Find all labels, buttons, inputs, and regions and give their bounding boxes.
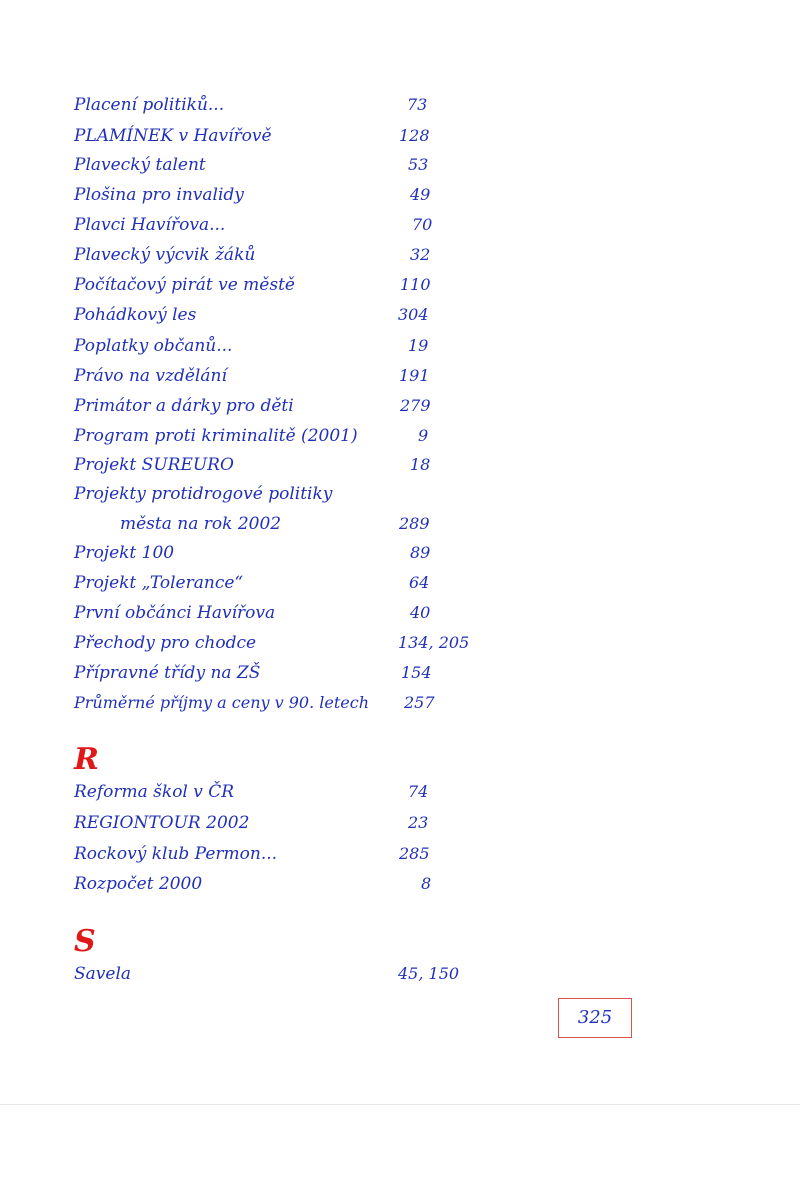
index-entry-text: REGIONTOUR 2002	[74, 813, 250, 833]
index-entry-pages: 19	[408, 336, 429, 355]
index-entry-pages: 9	[418, 426, 429, 445]
index-entry-text: Primátor a dárky pro děti	[74, 396, 294, 416]
index-entry-text: Rozpočet 2000	[74, 874, 203, 894]
page-number-box: 325	[558, 998, 632, 1038]
index-entry-text: Pohádkový les	[74, 305, 197, 325]
index-entry-text: města na rok 2002	[120, 514, 282, 534]
section-letter-s: S	[74, 924, 96, 959]
index-entry-text: Průměrné příjmy a ceny v 90. letech	[74, 693, 370, 712]
index-entry-text: Poplatky občanů...	[74, 336, 233, 356]
index-entry-text: Počítačový pirát ve městě	[74, 275, 295, 295]
index-entry-pages: 285	[399, 844, 430, 863]
index-entry-text: Právo na vzdělání	[74, 366, 227, 386]
index-entry-pages: 304	[398, 305, 429, 324]
index-entry-pages: 70	[412, 215, 433, 234]
index-entry-pages: 73	[407, 95, 428, 114]
index-entry-text: Projekty protidrogové politiky	[74, 484, 333, 504]
index-entry-text: Plavecký talent	[74, 155, 206, 175]
index-entry-pages: 23	[408, 813, 429, 832]
section-letter-r: R	[74, 742, 99, 777]
index-entry-pages: 45, 150	[398, 964, 460, 983]
index-entry-pages: 32	[410, 245, 431, 264]
index-entry-text: První občánci Havířova	[74, 603, 276, 623]
index-entry-text: Plošina pro invalidy	[74, 185, 244, 205]
index-entry-pages: 74	[408, 782, 429, 801]
index-entry-pages: 40	[410, 603, 431, 622]
index-entry-pages: 53	[408, 155, 429, 174]
index-entry-text: Projekt „Tolerance“	[74, 573, 244, 593]
index-entry-text: Projekt SUREURO	[74, 455, 234, 475]
index-entry-text: Přípravné třídy na ZŠ	[74, 663, 261, 683]
index-entry-pages: 134, 205	[398, 633, 470, 652]
index-entry-pages: 49	[410, 185, 431, 204]
index-entry-text: Přechody pro chodce	[74, 633, 257, 653]
page-bottom-edge	[0, 1104, 800, 1105]
index-entry-pages: 89	[410, 543, 431, 562]
index-entry-pages: 128	[399, 126, 430, 145]
index-entry-pages: 191	[399, 366, 430, 385]
index-entry-pages: 110	[400, 275, 431, 294]
index-entry-text: PLAMÍNEK v Havířově	[74, 126, 272, 146]
index-entry-pages: 154	[401, 663, 432, 682]
index-entry-pages: 8	[421, 874, 432, 893]
index-entry-pages: 257	[404, 693, 435, 712]
index-entry-text: Savela	[74, 964, 132, 984]
index-entry-text: Reforma škol v ČR	[74, 782, 235, 802]
index-entry-text: Projekt 100	[74, 543, 175, 563]
index-entry-text: Placení politiků...	[74, 95, 225, 115]
index-entry-text: Program proti kriminalitě (2001)	[74, 426, 358, 446]
index-entry-text: Rockový klub Permon...	[74, 844, 278, 864]
index-entry-pages: 279	[400, 396, 431, 415]
index-entry-pages: 64	[409, 573, 430, 592]
index-entry-text: Plavci Havířova...	[74, 215, 226, 235]
index-entry-pages: 18	[410, 455, 431, 474]
index-entry-text: Plavecký výcvik žáků	[74, 245, 256, 265]
index-entry-pages: 289	[399, 514, 430, 533]
